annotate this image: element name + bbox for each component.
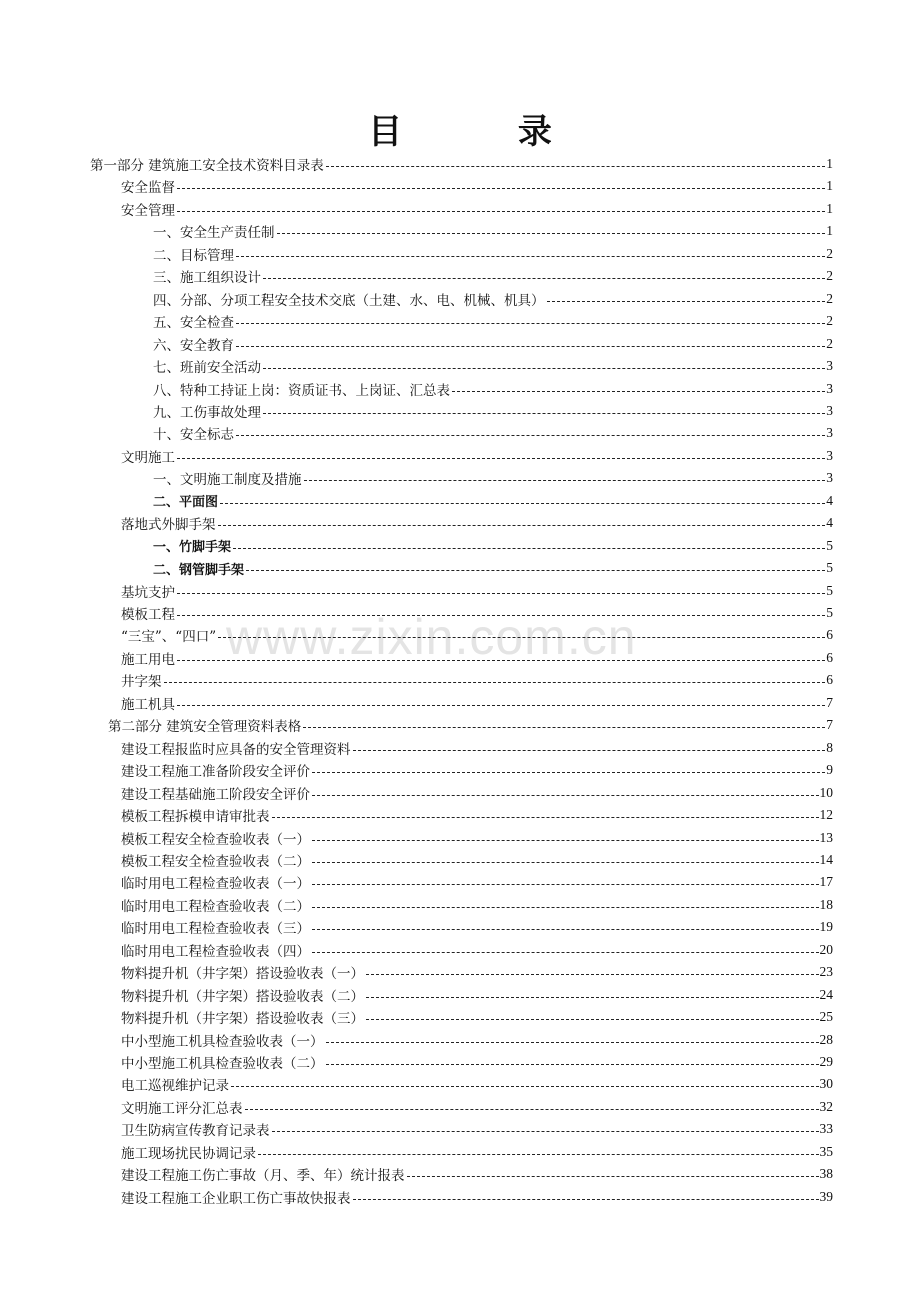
toc-entry[interactable]	[121, 737, 833, 759]
toc-entry-title: 模板工程拆模申请审批表	[121, 809, 270, 826]
toc-entry-page: 1	[826, 178, 833, 194]
toc-entry-page: 2	[826, 335, 833, 351]
toc-leader-dots	[177, 457, 825, 459]
toc-entry-title: 第二部分 建筑安全管理资料表格	[108, 719, 302, 736]
toc-entry-page: 2	[826, 268, 833, 284]
toc-entry-page: 9	[826, 762, 833, 778]
toc-entry[interactable]	[121, 1051, 833, 1073]
toc-entry[interactable]	[153, 288, 833, 310]
toc-entry-title: 一、竹脚手架	[153, 540, 232, 556]
toc-entry-page: 13	[819, 829, 833, 845]
toc-entry[interactable]	[121, 916, 833, 938]
toc-entry-title: 临时用电工程检查验收表（四）	[121, 943, 310, 960]
toc-entry[interactable]	[121, 984, 833, 1006]
toc-entry-title: 建设工程施工准备阶段安全评价	[121, 764, 310, 781]
toc-entry[interactable]	[153, 400, 833, 422]
toc-entry[interactable]	[153, 220, 833, 242]
toc-entry-title: 临时用电工程检查验收表（三）	[121, 921, 310, 938]
toc-entry-title: 一、安全生产责任制	[153, 225, 275, 242]
toc-leader-dots	[263, 277, 825, 279]
toc-entry[interactable]	[121, 961, 833, 983]
toc-leader-dots	[353, 749, 826, 751]
toc-entry[interactable]	[121, 782, 833, 804]
toc-leader-dots	[263, 412, 825, 414]
toc-entry[interactable]	[121, 804, 833, 826]
toc-entry-page: 3	[826, 358, 833, 374]
toc-leader-dots	[272, 816, 819, 818]
toc-entry-page: 33	[819, 1121, 833, 1137]
toc-entry-page: 6	[826, 649, 833, 665]
toc-entry-title: 四、分部、分项工程安全技术交底（土建、水、电、机械、机具）	[153, 292, 545, 309]
toc-leader-dots	[407, 1175, 819, 1177]
toc-leader-dots	[312, 771, 825, 773]
toc-entry-title: 文明施工评分汇总表	[121, 1100, 243, 1117]
toc-entry-title: 井字架	[121, 674, 162, 691]
toc-entry-page: 32	[819, 1098, 833, 1114]
toc-leader-dots	[326, 1063, 819, 1065]
toc-entry-title: 电工巡视维护记录	[121, 1078, 229, 1095]
toc-entry-page: 25	[819, 1009, 833, 1025]
toc-leader-dots	[236, 345, 825, 347]
toc-entry[interactable]	[153, 310, 833, 332]
toc-entry[interactable]	[153, 355, 833, 377]
toc-leader-dots	[366, 996, 819, 998]
toc-entry-page: 23	[819, 964, 833, 980]
toc-leader-dots	[366, 973, 819, 975]
toc-entry-title: 施工现场扰民协调记录	[121, 1145, 256, 1162]
toc-entry[interactable]	[121, 1096, 833, 1118]
toc-entry-page: 10	[819, 784, 833, 800]
toc-entry[interactable]	[121, 692, 833, 714]
toc-leader-dots	[277, 232, 826, 234]
toc-entry[interactable]	[153, 378, 833, 400]
toc-entry-page: 18	[819, 896, 833, 912]
toc-leader-dots	[177, 659, 825, 661]
toc-entry-page: 7	[826, 717, 833, 733]
toc-entry[interactable]	[121, 445, 833, 467]
page-title: 目 录	[368, 112, 604, 152]
toc-entry-title: 施工用电	[121, 651, 175, 668]
toc-leader-dots	[312, 794, 819, 796]
toc-entry-title: 物料提升机（井字架）搭设验收表（一）	[121, 966, 364, 983]
toc-entry-title: 建设工程施工伤亡事故（月、季、年）统计报表	[121, 1168, 405, 1185]
toc-entry-page: 3	[826, 447, 833, 463]
toc-entry-title: 文明施工	[121, 449, 175, 466]
toc-entry-page: 7	[826, 694, 833, 710]
toc-entry[interactable]	[153, 490, 833, 512]
toc-entry-title: 临时用电工程检查验收表（一）	[121, 876, 310, 893]
toc-entry-title: 建设工程基础施工阶段安全评价	[121, 786, 310, 803]
toc-entry[interactable]	[121, 624, 833, 646]
toc-entry-title: 建设工程报监时应具备的安全管理资料	[121, 741, 351, 758]
toc-entry-title: 二、目标管理	[153, 247, 234, 264]
toc-entry-title: 中小型施工机具检查验收表（一）	[121, 1033, 324, 1050]
toc-leader-dots	[547, 300, 826, 302]
toc-entry-title: 十、安全标志	[153, 427, 234, 444]
toc-entry-title: 安全监督	[121, 180, 175, 197]
toc-entry[interactable]	[121, 1118, 833, 1140]
toc-entry-page: 29	[819, 1054, 833, 1069]
toc-entry-title: 施工机具	[121, 696, 175, 713]
toc-entry[interactable]	[153, 333, 833, 355]
toc-entry-page: 2	[826, 290, 833, 306]
toc-entry-page: 1	[826, 156, 833, 171]
toc-entry-title: 安全管理	[121, 202, 175, 219]
toc-leader-dots	[326, 165, 825, 167]
toc-entry[interactable]	[121, 580, 833, 602]
toc-entry-page: 5	[826, 605, 833, 620]
toc-entry-title: 三、施工组织设计	[153, 270, 261, 287]
toc-leader-dots	[312, 928, 819, 930]
toc-leader-dots	[263, 367, 825, 369]
toc-leader-dots	[303, 726, 825, 728]
toc-entry-title: 基坑支护	[121, 584, 175, 601]
toc-entry[interactable]	[121, 1029, 833, 1051]
toc-entry[interactable]	[121, 602, 833, 624]
toc-entry[interactable]	[121, 759, 833, 781]
toc-entry[interactable]	[121, 939, 833, 961]
toc-entry-page: 2	[826, 245, 833, 261]
toc-leader-dots	[177, 704, 825, 706]
toc-entry[interactable]	[121, 647, 833, 669]
toc-entry-title: 二、平面图	[153, 495, 219, 511]
toc-leader-dots	[177, 614, 825, 616]
toc-entry-title: 模板工程	[121, 607, 175, 623]
toc-entry-title: 一、文明施工制度及措施	[153, 472, 302, 489]
toc-entry-title: 卫生防病宣传教育记录表	[121, 1123, 270, 1140]
toc-entry[interactable]	[121, 1073, 833, 1095]
toc-entry-title: 八、特种工持证上岗：资质证书、上岗证、汇总表	[153, 382, 450, 399]
toc-entry[interactable]	[153, 243, 833, 265]
toc-entry-title: 七、班前安全活动	[153, 360, 261, 377]
toc-leader-dots	[312, 951, 819, 953]
toc-leader-dots	[272, 1130, 819, 1132]
toc-entry-page: 30	[819, 1076, 833, 1092]
toc-entry[interactable]	[121, 1141, 833, 1163]
toc-leader-dots	[326, 1041, 819, 1043]
toc-entry[interactable]	[121, 669, 833, 691]
toc-leader-dots	[218, 636, 825, 638]
toc-entry-title: 六、安全教育	[153, 337, 234, 354]
toc-entry-page: 28	[819, 1031, 833, 1047]
toc-entry-page: 1	[826, 200, 833, 216]
toc-entry-page: 5	[826, 537, 833, 553]
toc-entry-page: 3	[826, 402, 833, 418]
toc-entry-title: “三宝”、“四口”	[121, 629, 217, 646]
toc-entry-page: 6	[826, 627, 833, 643]
toc-entry-page: 6	[826, 672, 833, 688]
toc-leader-dots	[236, 255, 825, 257]
toc-leader-dots	[366, 1018, 819, 1020]
toc-entry-title: 物料提升机（井字架）搭设验收表（二）	[121, 988, 364, 1005]
toc-entry-page: 24	[819, 986, 833, 1002]
toc-entry-page: 4	[826, 515, 833, 531]
toc-leader-dots	[236, 434, 825, 436]
toc-entry-page: 1	[826, 223, 833, 239]
toc-entry[interactable]	[153, 467, 833, 489]
toc-leader-dots	[304, 479, 826, 481]
toc-entry-page: 5	[826, 582, 833, 598]
toc-leader-dots	[177, 210, 825, 212]
toc-leader-dots	[231, 1085, 819, 1087]
toc-entry[interactable]	[121, 175, 833, 197]
toc-leader-dots	[258, 1153, 819, 1155]
toc-entry[interactable]	[153, 265, 833, 287]
toc-entry-title: 模板工程安全检查验收表（一）	[121, 831, 310, 848]
toc-entry[interactable]	[90, 153, 833, 175]
toc-leader-dots	[164, 681, 826, 683]
toc-leader-dots	[177, 187, 825, 189]
toc-leader-dots	[312, 883, 819, 885]
toc-entry[interactable]	[153, 535, 833, 557]
toc-entry[interactable]	[121, 1163, 833, 1185]
toc-entry-page: 17	[819, 874, 833, 890]
toc-leader-dots	[312, 839, 819, 841]
toc-entry-title: 五、安全检查	[153, 315, 234, 332]
toc-entry[interactable]	[121, 849, 833, 871]
toc-entry-title: 落地式外脚手架	[121, 517, 216, 534]
toc-entry[interactable]	[153, 422, 833, 444]
toc-leader-dots	[312, 861, 819, 863]
toc-entry-title: 模板工程安全检查验收表（二）	[121, 853, 310, 870]
toc-entry-title: 中小型施工机具检查验收表（二）	[121, 1056, 324, 1072]
toc-entry-page: 4	[826, 492, 833, 508]
toc-entry-page: 12	[819, 807, 833, 823]
toc-leader-dots	[220, 502, 825, 504]
toc-entry-title: 二、钢管脚手架	[153, 562, 245, 578]
toc-entry[interactable]	[121, 512, 833, 534]
toc-entry[interactable]	[121, 894, 833, 916]
toc-leader-dots	[246, 569, 825, 571]
toc-entry-page: 8	[826, 739, 833, 755]
toc-entry-page: 3	[826, 380, 833, 396]
toc-leader-dots	[218, 524, 826, 526]
toc-entry-page: 14	[819, 851, 833, 867]
toc-entry-page: 3	[826, 425, 833, 441]
toc-leader-dots	[353, 1198, 819, 1200]
toc-entry[interactable]	[108, 714, 833, 736]
toc-entry-title: 建设工程施工企业职工伤亡事故快报表	[121, 1190, 351, 1207]
toc-entry[interactable]	[121, 1186, 833, 1208]
toc-entry[interactable]	[121, 198, 833, 220]
toc-entry-title: 九、工伤事故处理	[153, 404, 261, 421]
toc-leader-dots	[177, 592, 825, 594]
toc-entry[interactable]	[121, 1006, 833, 1028]
toc-entry-page: 39	[819, 1188, 833, 1204]
toc-entry-page: 5	[826, 560, 833, 576]
toc-entry[interactable]	[153, 557, 833, 579]
toc-entry[interactable]	[121, 871, 833, 893]
watermark: www.zixin.com.cn	[226, 609, 637, 665]
toc-entry-page: 20	[819, 941, 833, 957]
toc-entry-title: 物料提升机（井字架）搭设验收表（三）	[121, 1011, 364, 1028]
toc-leader-dots	[233, 547, 825, 549]
toc-entry-page: 2	[826, 313, 833, 329]
toc-leader-dots	[236, 322, 825, 324]
toc-leader-dots	[452, 390, 825, 392]
toc-entry-page: 35	[819, 1143, 833, 1159]
toc-leader-dots	[312, 906, 819, 908]
toc-entry-page: 38	[819, 1166, 833, 1182]
toc-entry-title: 临时用电工程检查验收表（二）	[121, 898, 310, 915]
toc-entry-title: 第一部分 建筑施工安全技术资料目录表	[90, 158, 324, 174]
toc-leader-dots	[245, 1108, 819, 1110]
toc-entry-page: 19	[819, 919, 833, 935]
toc-entry[interactable]	[121, 827, 833, 849]
toc-entry-page: 3	[826, 470, 833, 486]
